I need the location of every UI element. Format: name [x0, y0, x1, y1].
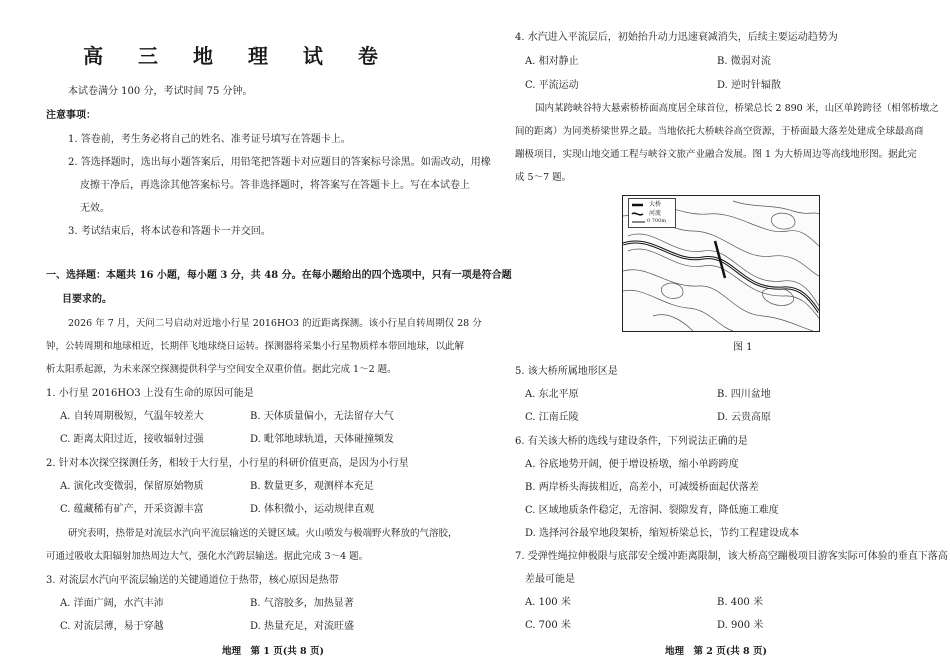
score-info: 本试卷满分 100 分，考试时间 75 分钟。	[68, 86, 253, 97]
question-7-option-c: C. 700 米	[525, 620, 571, 631]
page-1-footer: 地理 第 1 页(共 8 页)	[222, 646, 324, 657]
material-1-line-3: 析太阳系起源，为未来深空探测提供科学与空间安全双重价值。据此完成 1～2 题。	[46, 364, 397, 375]
question-1-option-d: D. 毗邻地球轨道，天体碰撞频发	[250, 434, 395, 445]
material-2-line-2: 可通过吸收太阳辐射加热周边大气，强化水汽跨层输送。据此完成 3～4 题。	[46, 551, 369, 562]
question-4-option-d: D. 逆时针辐散	[717, 80, 782, 91]
question-3-stem: 3. 对流层水汽向平流层输送的关键通道位于热带，核心原因是热带	[46, 575, 339, 586]
material-3-line-3: 蹦极项目，实现山地交通工程与峡谷文旅产业融合发展。图 1 为大桥周边等高线地形图。据此完	[515, 149, 917, 160]
question-7-option-d: D. 900 米	[717, 620, 764, 631]
section-heading: 一、选择题：本题共 16 小题，每小题 3 分，共 48 分。在每小题给出的四个选项中，只有一项是符合题	[46, 270, 512, 281]
question-7-option-b: B. 400 米	[717, 597, 763, 608]
question-3-option-a: A. 洋面广阔，水汽丰沛	[60, 598, 164, 609]
question-7-option-a: A. 100 米	[525, 597, 571, 608]
question-2-option-a: A. 演化改变微弱，保留原始物质	[60, 481, 204, 492]
question-1-option-a: A. 自转周期极短，气温年较差大	[60, 411, 204, 422]
question-2-option-b: B. 数量更多，观测样本充足	[250, 481, 374, 492]
question-5-option-a: A. 东北平原	[525, 389, 579, 400]
question-1-stem: 1. 小行星 2016HO3 上没有生命的原因可能是	[46, 388, 254, 399]
question-3-option-c: C. 对流层薄，易于穿越	[60, 621, 164, 632]
material-3-line-2: 间的距离）为同类桥梁世界之最。当地依托大桥峡谷高空资源，于桥面最大落差处建成全球最高商	[515, 126, 924, 137]
figure-caption: 图 1	[733, 342, 753, 353]
question-6-stem: 6. 有关该大桥的选线与建设条件，下列说法正确的是	[515, 436, 748, 447]
question-4-option-c: C. 平流运动	[525, 80, 579, 91]
legend-bridge-label: 大桥	[649, 201, 662, 208]
question-2-stem: 2. 针对本次探空探测任务，相较于大行星，小行星的科研价值更高，是因为小行星	[46, 458, 409, 469]
legend-scale: 0 700m	[647, 218, 667, 224]
question-2-option-d: D. 体积微小，运动规律直观	[250, 504, 375, 515]
notice-heading: 注意事项：	[46, 110, 96, 121]
question-5-option-b: B. 四川盆地	[717, 389, 771, 400]
question-2-option-c: C. 蕴藏稀有矿产，开采资源丰富	[60, 504, 204, 515]
question-5-stem: 5. 该大桥所属地形区是	[515, 366, 618, 377]
question-3-option-b: B. 气溶胶多，加热显著	[250, 598, 354, 609]
notice-2: 2. 答选择题时，选出每小题答案后，用铅笔把答题卡对应题目的答案标号涂黑。如需改动，用橡	[68, 157, 491, 168]
question-5-option-c: C. 江南丘陵	[525, 412, 579, 423]
notice-1: 1. 答卷前，考生务必将自己的姓名、准考证号填写在答题卡上。	[68, 134, 351, 145]
question-6-option-d: D. 选择河谷最窄地段架桥，缩短桥梁总长，节约工程建设成本	[525, 528, 800, 539]
notice-3: 3. 考试结束后，将本试卷和答题卡一并交回。	[68, 226, 271, 237]
question-1-option-b: B. 天体质量偏小，无法留存大气	[250, 411, 394, 422]
notice-2-cont: 皮擦干净后，再选涂其他答案标号。答非选择题时，将答案写在答题卡上。写在本试卷上	[80, 180, 470, 191]
question-5-option-d: D. 云贵高原	[717, 412, 772, 423]
question-4-option-b: B. 微弱对流	[717, 56, 771, 67]
page-2-footer: 地理 第 2 页(共 8 页)	[665, 646, 767, 657]
question-6-option-a: A. 谷底地势开阔，便于增设桥墩，缩小单跨跨度	[525, 459, 739, 470]
question-6-option-b: B. 两岸桥头海拔相近，高差小，可减缓桥面起伏落差	[525, 482, 759, 493]
material-2-line-1: 研究表明，热带是对流层水汽向平流层输送的关键区域。火山喷发与极端野火释放的气溶胶，	[68, 528, 458, 539]
material-3-line-4: 成 5～7 题。	[515, 172, 572, 183]
notice-2-end: 无效。	[80, 203, 110, 214]
question-7-stem-cont: 差最可能是	[525, 574, 575, 585]
legend-river-label: 河流	[649, 210, 662, 217]
material-3-line-1: 国内某跨峡谷特大悬索桥桥面高度居全球首位，桥梁总长 2 890 米，山区单跨跨径（相邻桥墩之	[535, 103, 939, 114]
page-2-lower	[475, 0, 950, 671]
material-1-line-1: 2026 年 7 月，天问二号启动对近地小行星 2016HO3 的近距离探测。该小行星自转周期仅 28 分	[68, 318, 482, 329]
question-7-stem: 7. 受弹性绳拉伸极限与底部安全缓冲距离限制，该大桥高空蹦极项目游客实际可体验的垂直下落高	[515, 551, 948, 562]
section-heading-cont: 目要求的。	[62, 294, 112, 305]
question-4-stem: 4. 水汽进入平流层后，初始抬升动力迅速衰减消失，后续主要运动趋势为	[515, 32, 838, 43]
material-1-line-2: 钟，公转周期和地球相近，长期伴飞地球绕日运转。探测器将采集小行星物质样本带回地球，以此解	[46, 341, 465, 352]
question-6-option-c: C. 区域地质条件稳定，无溶洞、裂隙发育，降低施工难度	[525, 505, 779, 516]
question-3-option-d: D. 热量充足，对流旺盛	[250, 621, 355, 632]
question-4-option-a: A. 相对静止	[525, 56, 579, 67]
exam-title: 高 三 地 理 试 卷	[83, 44, 392, 68]
question-1-option-c: C. 距离太阳过近，接收辐射过强	[60, 434, 204, 445]
